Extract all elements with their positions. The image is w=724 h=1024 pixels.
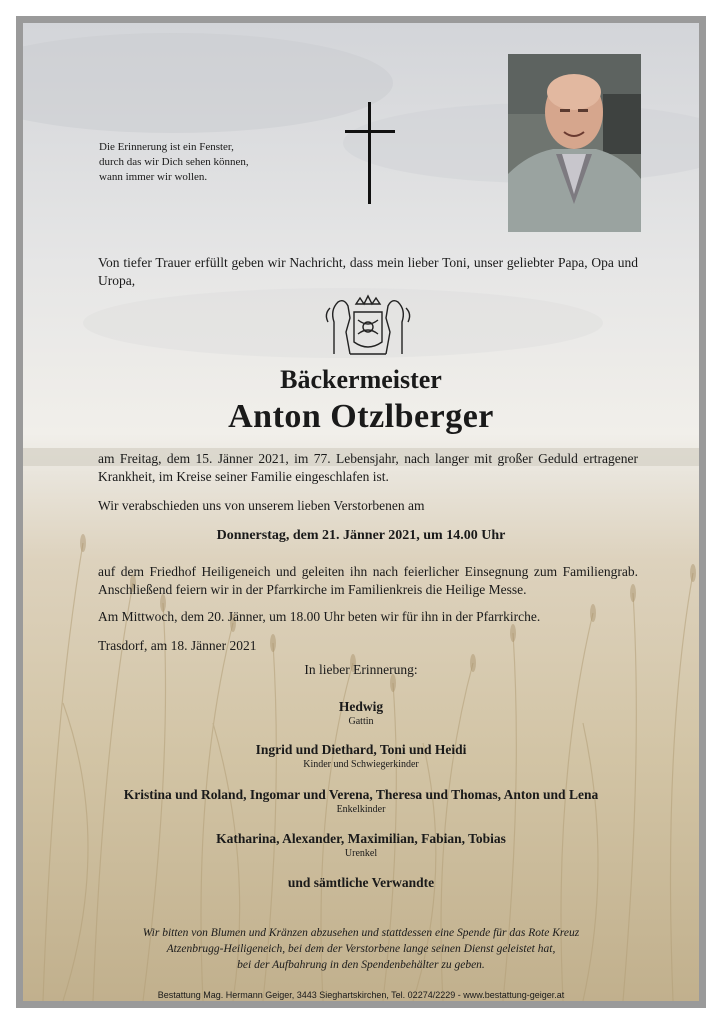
funeral-home-footer: Bestattung Mag. Hermann Geiger, 3443 Sieghartskirchen, Tel. 02274/2229 - www.bestattung-geiger.at [157,990,565,1000]
mourner-names: Ingrid und Diethard, Toni und Heidi [255,742,467,757]
mourner-group [23,830,699,860]
mourner-group [23,698,699,728]
quote-line: Die Erinnerung ist ein Fenster, [99,141,234,153]
relatives-line: und sämtliche Verwandte [287,875,435,890]
cross-icon [345,102,395,204]
intro-text: Von tiefer Trauer erfüllt geben wir Nachricht, dass mein lieber Toni, unser geliebter Papa, Opa und Uropa, [98,255,638,288]
mourner-role: Kinder und Schwiegerkinder [303,759,419,770]
mourner-role: Enkelkinder [336,804,386,815]
in-memory-heading: In lieber Erinnerung: [304,662,418,677]
mourner-names: Hedwig [338,699,384,714]
mourner-role: Urenkel [344,848,378,859]
farewell-intro: Wir verabschieden uns von unserem lieben Verstorbenen am [98,498,425,513]
baker-guild-emblem [320,292,416,358]
quote-line: wann immer wir wollen. [99,171,208,183]
mourner-group [23,786,699,816]
mourner-role: Gattin [348,716,374,727]
funeral-details: auf dem Friedhof Heiligeneich und geleiten ihn nach feierlicher Einsegnung zum Familiengrab. Anschließend feiern wir in der Pfarrkirche im Familienkreis die Heilige Messe. [98,564,638,597]
quote-line: durch das wir Dich sehen können, [99,156,249,168]
mourner-group [23,741,699,771]
mourner-names: Kristina und Roland, Ingomar und Verena, Theresa und Thomas, Anton und Lena [123,787,599,802]
donation-line: Atzenbrugg-Heiligeneich, bei dem der Verstorbene lange seinen Dienst geleistet hat, [166,943,556,955]
deceased-profession: Bäckermeister [280,365,442,394]
donation-note [23,925,699,973]
memorial-quote [99,140,249,185]
donation-line: Wir bitten von Blumen und Kränzen abzusehen und stattdessen eine Spende für das Rote Kreuz [142,927,580,939]
death-text: am Freitag, dem 15. Jänner 2021, im 77. Lebensjahr, nach langer mit großer Geduld ertragener Krankheit, im Kreise seiner Familie eingeschlafen ist. [98,451,638,484]
deceased-name: Anton Otzlberger [228,398,494,435]
mourner-names: Katharina, Alexander, Maximilian, Fabian, Tobias [216,831,506,846]
page-frame [16,16,706,1008]
prayer-text: Am Mittwoch, dem 20. Jänner, um 18.00 Uhr beten wir für ihn in der Pfarrkirche. [98,609,541,624]
place-date: Trasdorf, am 18. Jänner 2021 [98,638,257,653]
funeral-date: Donnerstag, dem 21. Jänner 2021, um 14.00 Uhr [216,528,506,543]
donation-line: bei der Aufbahrung in den Spendenbehälter zu geben. [237,959,485,971]
portrait-photo [508,54,641,232]
